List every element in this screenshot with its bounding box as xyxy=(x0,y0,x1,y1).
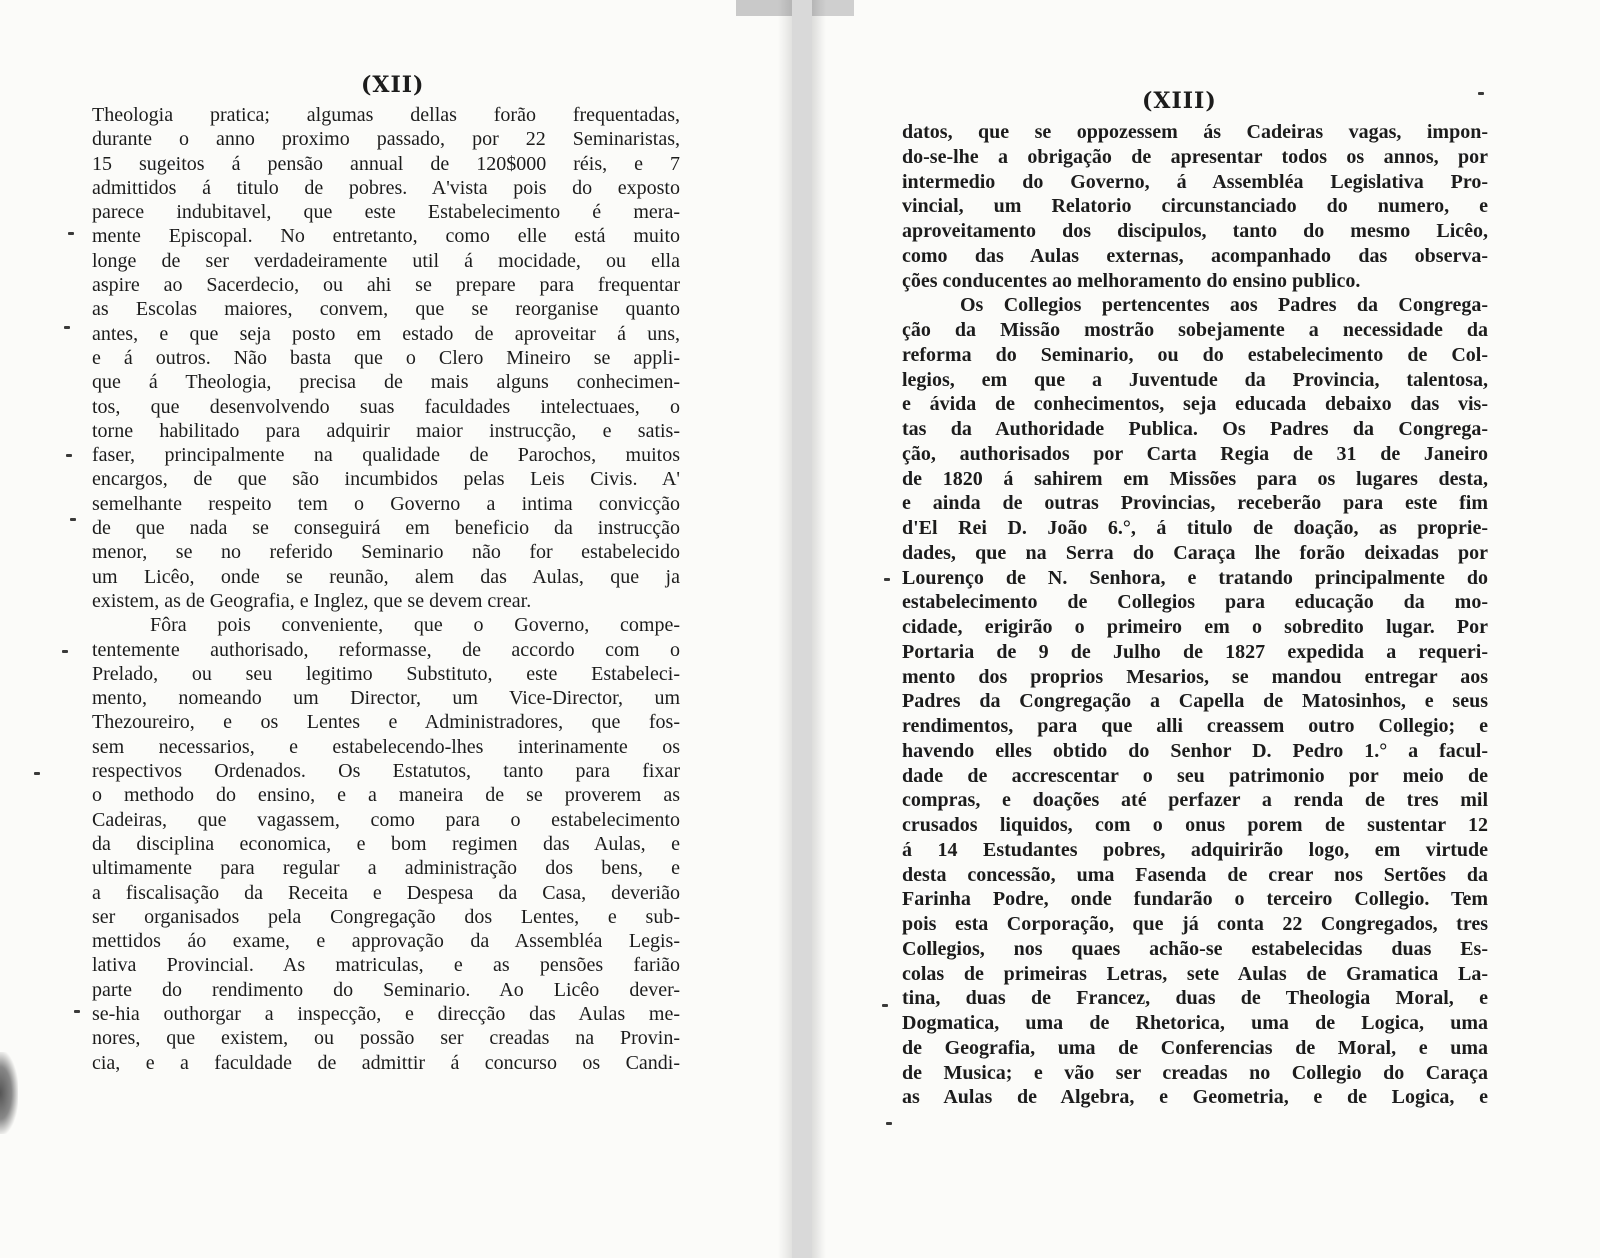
margin-mark xyxy=(74,1010,80,1013)
text-line: antes, e que seja posto em estado de aproveitar á uns, xyxy=(92,322,680,345)
text-line: rendimentos, para que alli creassem outro Collegio; e xyxy=(902,715,1488,737)
text-line: Theologia pratica; algumas dellas forão frequentadas, xyxy=(92,104,680,126)
text-line: Dogmatica, uma de Rhetorica, uma de Logica, uma xyxy=(902,1012,1488,1034)
margin-mark xyxy=(886,1122,892,1125)
text-line: sem necessarios, e estabelecendo-lhes interinamente os xyxy=(92,735,680,758)
text-line: Lourenço de N. Senhora, e tratando principalmente do xyxy=(902,566,1488,589)
margin-mark xyxy=(882,1004,888,1007)
text-line: vincial, um Relatorio circunstanciado do numero, e xyxy=(902,195,1488,218)
text-line: e á outros. Não basta que o Clero Mineiro se appli- xyxy=(92,346,680,369)
text-line: datos, que se oppozessem ás Cadeiras vagas, impon- xyxy=(902,121,1488,143)
text-line: nores, que existem, ou possão ser creadas na Provin- xyxy=(92,1027,680,1050)
text-line: mettidos áo exame, e approvação da Assembléa Legis- xyxy=(92,930,680,953)
text-line: as Aulas de Algebra, e Geometria, e de Logica, e xyxy=(902,1086,1488,1109)
text-line: Os Collegios pertencentes aos Padres da Congrega- xyxy=(960,294,1488,317)
left-page-text xyxy=(92,103,680,1075)
margin-mark xyxy=(62,650,68,653)
margin-mark xyxy=(66,454,72,457)
text-line: tentemente authorisado, reformasse, de accordo com o xyxy=(92,638,680,661)
text-line: a fiscalisação da Receita e Despesa da Casa, deverião xyxy=(92,881,680,904)
text-line: faser, principalmente na qualidade de Parochos, muitos xyxy=(92,444,680,467)
page-header-left: (XII) xyxy=(361,72,425,98)
text-line: Cadeiras, que vagassem, como para o estabelecimento xyxy=(92,808,680,831)
right-page xyxy=(812,0,1600,1258)
text-line: que á Theologia, precisa de mais alguns conhecimen- xyxy=(92,371,680,394)
text-line: existem, as de Geografia, e Inglez, que se devem crear. xyxy=(92,589,532,612)
text-line: Prelado, ou seu legitimo Substituto, este Estabeleci- xyxy=(92,662,680,685)
left-page xyxy=(0,0,792,1258)
text-line: ser organisados pela Congregação dos Lentes, e sub- xyxy=(92,905,680,928)
text-line: um Licêo, onde se reunão, alem das Aulas, que ja xyxy=(92,565,680,588)
text-line: as Escolas maiores, convem, que se reorganise quanto xyxy=(92,298,680,321)
text-line: de Musica; e vão ser creadas no Collegio do Caraça xyxy=(902,1061,1488,1084)
text-line: Farinha Podre, onde fundarão o terceiro Collegio. Tem xyxy=(902,888,1488,911)
text-line: semelhante respeito tem o Governo a intima convicção xyxy=(92,492,680,515)
text-line: ção, authorisados por Carta Regia de 31 de Janeiro xyxy=(902,442,1488,465)
text-line: do-se-lhe a obrigação de apresentar todos os annos, por xyxy=(902,145,1488,168)
margin-mark xyxy=(34,772,40,775)
text-line: ultimamente para regular a administração dos bens, e xyxy=(92,857,680,880)
text-line: menor, se no referido Seminario não for estabelecido xyxy=(92,541,680,564)
text-line: dades, que na Serra do Caraça lhe forão deixadas por xyxy=(902,541,1488,564)
text-line: mente Episcopal. No entretanto, como elle está muito xyxy=(92,225,680,248)
gutter-shadow xyxy=(778,0,792,1258)
text-line: cia, e a faculdade de admittir á concurso os Candi- xyxy=(92,1051,680,1074)
text-line: 15 sugeitos á pensão annual de 120$000 réis, e 7 xyxy=(92,152,680,175)
text-line: mento, nomeando um Director, um Vice-Director, um xyxy=(92,687,680,710)
text-line: se-hia outhorgar a inspecção, e direcção das Aulas me- xyxy=(92,1002,680,1025)
text-line: havendo elles obtido do Senhor D. Pedro 1.° a facul- xyxy=(902,739,1488,762)
text-line: crusados liquidos, com o onus porem de sustentar 12 xyxy=(902,814,1488,836)
text-line: Padres da Congregação a Capella de Matosinhos, e seus xyxy=(902,690,1488,713)
text-line: Collegios, nos quaes achão-se estabelecidas duas Es- xyxy=(902,937,1488,960)
text-line: parte do rendimento do Seminario. Ao Licêo dever- xyxy=(92,978,680,1001)
text-line: Thezoureiro, e os Lentes e Administradores, que fos- xyxy=(92,711,680,734)
right-page-text xyxy=(902,120,1488,1110)
text-line: de que nada se conseguirá em beneficio da instrucção xyxy=(92,517,680,540)
text-line: de Geografia, uma de Conferencias de Moral, e uma xyxy=(902,1036,1488,1059)
margin-mark xyxy=(1478,92,1484,95)
text-line: ções conducentes ao melhoramento do ensino publico. xyxy=(902,269,1361,292)
text-line: tas da Authoridade Publica. Os Padres da Congrega- xyxy=(902,418,1488,440)
text-line: tina, duas de Francez, duas de Theologia Moral, e xyxy=(902,987,1488,1010)
page-header-right: (XIII) xyxy=(1142,88,1217,114)
text-line: encargos, de que são incumbidos pelas Leis Civis. A' xyxy=(92,468,680,491)
text-line: intermedio do Governo, á Assembléa Legislativa Pro- xyxy=(902,170,1488,193)
text-line: Portaria de 9 de Julho de 1827 expedida a requeri- xyxy=(902,640,1488,663)
text-line: aproveitamento dos discipulos, tanto do mesmo Licêo, xyxy=(902,220,1488,242)
text-line: desta concessão, uma Fasenda de crear nos Sertões da xyxy=(902,863,1488,886)
margin-mark xyxy=(68,232,74,235)
text-line: e ainda de outras Provincias, receberão para este fim xyxy=(902,492,1488,515)
text-line: cidade, erigirão o primeiro em o sobredito lugar. Por xyxy=(902,616,1488,638)
text-line: compras, e doações até perfazer a renda de tres mil xyxy=(902,789,1488,812)
edge-stain xyxy=(0,1052,18,1134)
text-line: ção da Missão mostrão sobejamente a necessidade da xyxy=(902,319,1488,341)
gutter-shadow xyxy=(812,0,826,1258)
text-line: colas de primeiras Letras, sete Aulas de Gramatica La- xyxy=(902,962,1488,985)
margin-mark xyxy=(64,326,70,329)
text-line: tos, que desenvolvendo suas faculdades intelectuaes, o xyxy=(92,395,680,418)
margin-mark xyxy=(884,578,890,581)
text-line: dade de accrescentar o seu patrimonio por meio de xyxy=(902,764,1488,787)
text-line: mento dos proprios Mesarios, se mandou entregar aos xyxy=(902,665,1488,688)
text-line: e ávida de conhecimentos, seja educada debaixo das vis- xyxy=(902,393,1488,416)
margin-mark xyxy=(70,518,76,521)
text-line: o methodo do ensino, e a maneira de se proverem as xyxy=(92,784,680,807)
text-line: de 1820 á sahirem em Missões para os lugares desta, xyxy=(902,467,1488,490)
text-line: Fôra pois conveniente, que o Governo, compe- xyxy=(150,614,680,637)
text-line: parece indubitavel, que este Estabelecimento é mera- xyxy=(92,201,680,224)
text-line: d'El Rei D. João 6.°, á titulo de doação, as proprie- xyxy=(902,517,1488,539)
text-line: estabelecimento de Collegios para educação da mo- xyxy=(902,591,1488,614)
text-line: torne habilitado para adquirir maior instrucção, e satis- xyxy=(92,419,680,442)
text-line: reforma do Seminario, ou do estabelecimento de Col- xyxy=(902,343,1488,366)
text-line: admittidos á titulo de pobres. A'vista pois do exposto xyxy=(92,176,680,199)
text-line: legios, em que a Juventude da Provincia, talentosa, xyxy=(902,368,1488,391)
text-line: longe de ser verdadeiramente util á mocidade, ou ella xyxy=(92,249,680,272)
text-line: á 14 Estudantes pobres, adquirirão logo, em virtude xyxy=(902,838,1488,861)
text-line: durante o anno proximo passado, por 22 Seminaristas, xyxy=(92,128,680,151)
text-line: como das Aulas externas, acompanhado das observa- xyxy=(902,244,1488,267)
text-line: aspire ao Sacerdecio, ou ahi se prepare para frequentar xyxy=(92,274,680,297)
text-line: pois esta Corporação, que já conta 22 Congregados, tres xyxy=(902,913,1488,935)
text-line: lativa Provincial. As matriculas, e as pensões farião xyxy=(92,954,680,977)
text-line: da disciplina economica, e bom regimen das Aulas, e xyxy=(92,832,680,855)
text-line: respectivos Ordenados. Os Estatutos, tanto para fixar xyxy=(92,760,680,783)
